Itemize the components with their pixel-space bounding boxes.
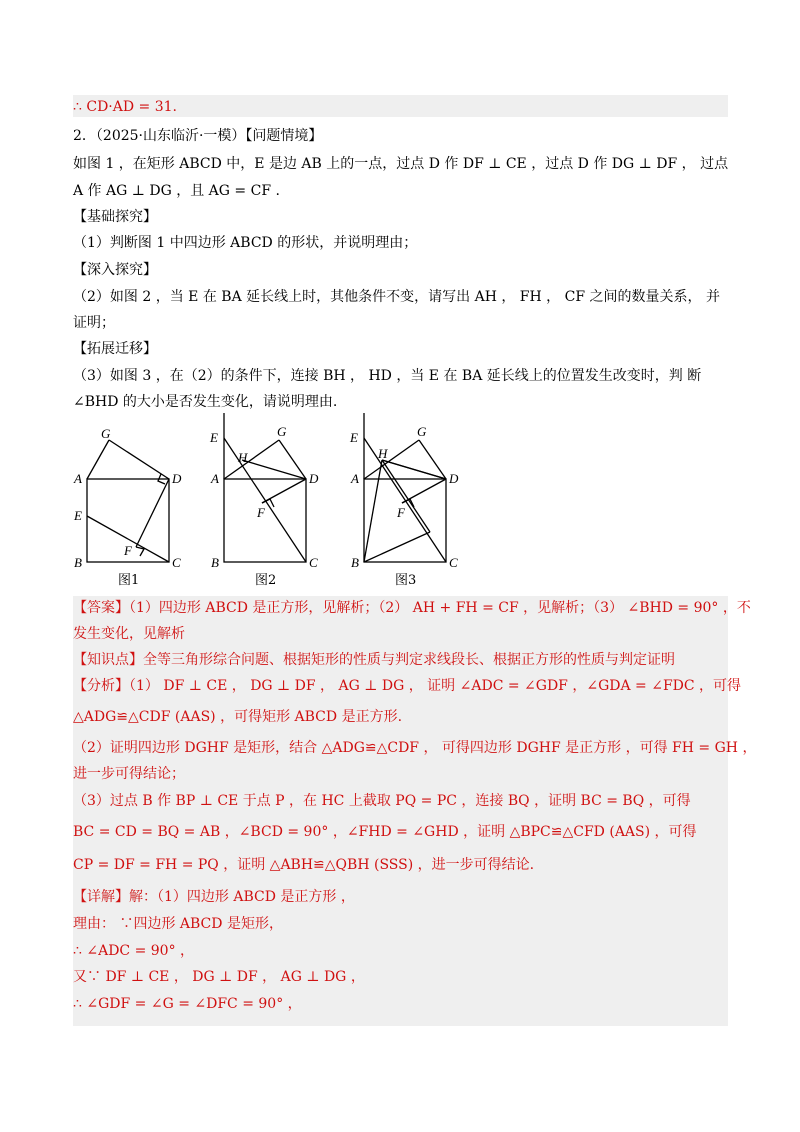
detail-line-2: 理由： ∵四边形 ABCD 是矩形， <box>73 916 283 932</box>
section-deep: 【深入探究】 <box>73 262 157 278</box>
analysis-line-5: （3）过点 B 作 BP ⊥ CE 于点 P ，在 HC 上截取 PQ = PC ，连接 BQ ，证明 BC = BQ ，可得 <box>73 793 691 809</box>
figure-1 <box>70 420 190 590</box>
svg-text:H: H <box>378 446 388 461</box>
analysis-line-2: △ADG≌△CDF (AAS) ，可得矩形 ABCD 是正方形. <box>73 709 403 725</box>
svg-text:G: G <box>417 424 427 439</box>
svg-text:B: B <box>74 555 82 570</box>
svg-text:D: D <box>172 471 182 486</box>
figure-2 <box>205 410 330 590</box>
problem-header: 2．（2025·山东临沂·一模）【问题情境】 <box>73 128 323 144</box>
svg-text:H: H <box>238 450 248 465</box>
question-2-cont: 证明； <box>73 315 115 331</box>
svg-text:D: D <box>449 471 459 486</box>
svg-text:图1: 图1 <box>118 573 140 588</box>
svg-text:C: C <box>449 555 458 570</box>
analysis-line-4: 进一步可得结论； <box>73 766 185 782</box>
conclusion-line: ∴ CD·AD = 31. <box>73 99 177 115</box>
detail-line-3: ∴ ∠ADC = 90° ， <box>73 943 195 959</box>
detail-line-5: ∴ ∠GDF = ∠G = ∠DFC = 90° ， <box>73 996 302 1012</box>
analysis-line-7: CP = DF = FH = PQ ，证明 △ABH≌△QBH (SSS) ，进一步可得结论. <box>73 857 535 873</box>
question-2: （2）如图 2 ，当 E 在 BA 延长线上时，其他条件不变，请写出 AH ， FH ， CF 之间的数量关系， 并 <box>73 289 720 305</box>
section-extend: 【拓展迁移】 <box>73 341 157 357</box>
problem-text-2: A 作 AG ⊥ DG ，且 AG = CF . <box>73 183 280 199</box>
question-3: （3）如图 3 ，在（2）的条件下，连接 BH ， HD ，当 E 在 BA 延长线上的位置发生改变时，判 断 <box>73 368 702 384</box>
analysis-line-6: BC = CD = BQ = AB ，∠BCD = 90° ，∠FHD = ∠GHD ，证明 △BPC≌△CFD (AAS) ，可得 <box>73 824 697 840</box>
detail-line-4: 又∵ DF ⊥ CE ， DG ⊥ DF ， AG ⊥ DG ， <box>73 969 365 985</box>
analysis-line-3: （2）证明四边形 DGHF 是矩形，结合 △ADG≌△CDF ， 可得四边形 DGHF 是正方形 ，可得 FH = GH ， <box>73 740 757 756</box>
problem-text-1: 如图 1 ，在矩形 ABCD 中，E 是边 AB 上的一点，过点 D 作 DF ⊥ CE ，过点 D 作 DG ⊥ DF ， 过点 <box>73 156 729 172</box>
section-basic: 【基础探究】 <box>73 209 157 225</box>
analysis-line-1: 【分析】（1） DF ⊥ CE ， DG ⊥ DF ， AG ⊥ DG ， 证明 ∠ADC = ∠GDF ，∠GDA = ∠FDC ，可得 <box>73 678 742 694</box>
svg-text:A: A <box>211 471 219 486</box>
svg-text:E: E <box>350 430 358 445</box>
question-1: （1）判断图 1 中四边形 ABCD 的形状，并说明理由； <box>73 235 418 251</box>
knowledge-points: 【知识点】全等三角形综合问题、根据矩形的性质与判定求线段长、根据正方形的性质与判定证明 <box>73 652 675 668</box>
svg-text:图2: 图2 <box>255 573 277 588</box>
answer-line: 【答案】（1）四边形 ABCD 是正方形，见解析；（2） AH + FH = CF ，见解析；（3） ∠BHD = 90° ，不 <box>73 600 751 616</box>
svg-text:B: B <box>351 555 359 570</box>
svg-text:图3: 图3 <box>395 573 417 588</box>
svg-text:D: D <box>309 471 319 486</box>
svg-text:C: C <box>172 555 181 570</box>
svg-text:G: G <box>101 426 111 441</box>
svg-text:F: F <box>257 505 265 520</box>
svg-text:B: B <box>211 555 219 570</box>
figure-3 <box>340 410 465 590</box>
svg-text:G: G <box>277 424 287 439</box>
svg-text:E: E <box>210 430 218 445</box>
svg-text:A: A <box>351 471 359 486</box>
svg-text:C: C <box>309 555 318 570</box>
question-3-cont: ∠BHD 的大小是否发生变化，请说明理由. <box>73 394 338 410</box>
svg-text:A: A <box>74 471 82 486</box>
svg-text:F: F <box>397 505 405 520</box>
detail-line-1: 【详解】解：（1）四边形 ABCD 是正方形 ， <box>73 889 355 905</box>
svg-text:F: F <box>124 543 132 558</box>
answer-line-cont: 发生变化，见解析 <box>73 626 185 642</box>
svg-text:E: E <box>74 508 82 523</box>
